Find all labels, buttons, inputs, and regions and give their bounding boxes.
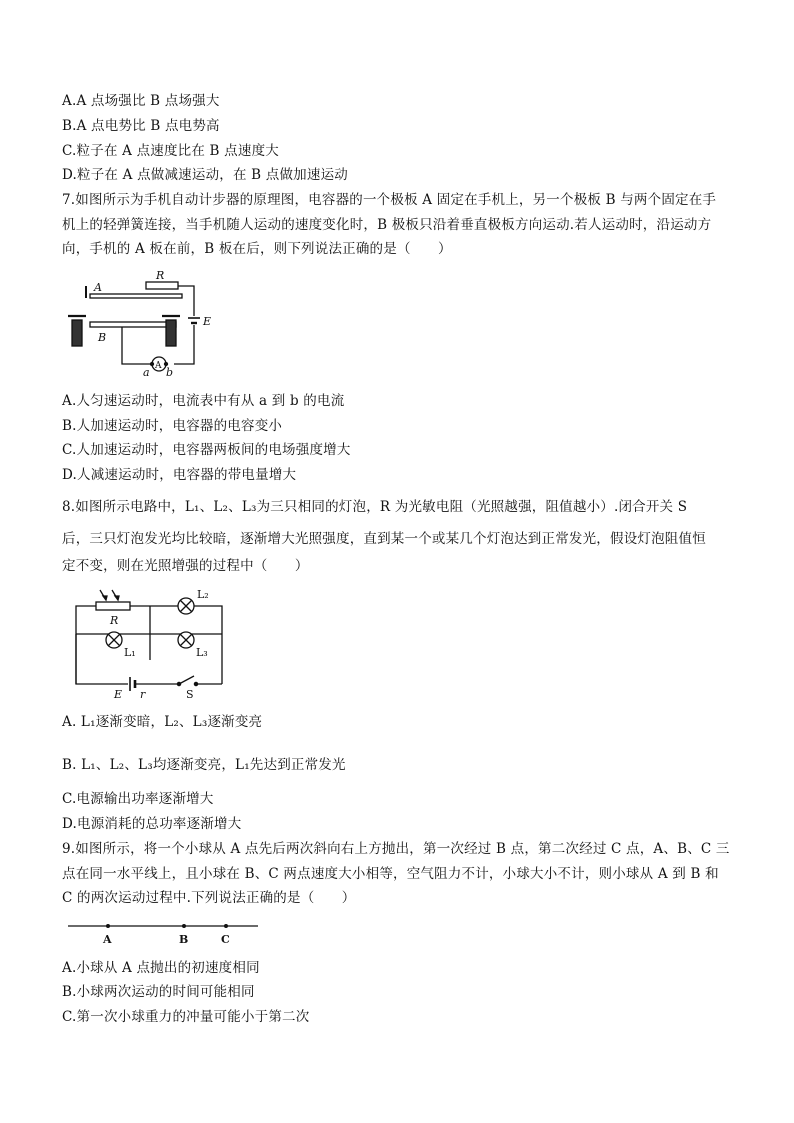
q8-label-lamp-1: L₁ bbox=[124, 646, 136, 659]
q8-label-lamp-2: L₂ bbox=[197, 588, 209, 601]
q9-label-point-c: C bbox=[221, 933, 230, 946]
q7-label-plate-b: B bbox=[98, 331, 107, 344]
q9-option-b: B.小球两次运动的时间可能相同 bbox=[62, 984, 255, 1000]
q9-stem-line-1: 9.如图所示，将一个小球从 A 点先后两次斜向右上方抛出，第一次经过 B 点，第二次经过 C 点，A、B、C 三 bbox=[62, 841, 730, 857]
q7-label-resistor: R bbox=[156, 270, 165, 282]
q7-option-d: D.人减速运动时，电容器的带电量增大 bbox=[62, 467, 297, 483]
q9-points-figure bbox=[66, 918, 266, 948]
q8-option-a: A. L₁逐渐变暗，L₂、L₃逐渐变亮 bbox=[62, 714, 263, 730]
q7-option-a: A.人匀速运动时，电流表中有从 a 到 b 的电流 bbox=[62, 393, 345, 409]
q8-stem-line-1: 8.如图所示电路中，L₁、L₂、L₃为三只相同的灯泡，R 为光敏电阻（光照越强，阻值越小）.闭合开关 S bbox=[62, 499, 688, 515]
q8-label-switch: S bbox=[186, 688, 194, 701]
q7-option-c: C.人加速运动时，电容器两板间的电场强度增大 bbox=[62, 442, 351, 458]
q9-option-a: A.小球从 A 点抛出的初速度相同 bbox=[62, 960, 260, 976]
q9-stem-line-3: C 的两次运动过程中.下列说法正确的是（ ） bbox=[62, 890, 356, 906]
q8-option-c: C.电源输出功率逐渐增大 bbox=[62, 791, 214, 807]
q8-label-emf: E bbox=[114, 688, 123, 701]
q7-pedometer-circuit-figure bbox=[66, 270, 226, 380]
q8-label-internal-resistance: r bbox=[140, 688, 146, 701]
q7-label-emf: E bbox=[203, 315, 212, 328]
q8-stem-line-3: 定不变，则在光照增强的过程中（ ） bbox=[62, 558, 309, 574]
q9-option-c: C.第一次小球重力的冲量可能小于第二次 bbox=[62, 1009, 310, 1025]
q6-option-a: A.A 点场强比 B 点场强大 bbox=[62, 93, 220, 109]
q7-label-terminal-b: b bbox=[166, 366, 174, 379]
q8-option-b: B. L₁、L₂、L₃均逐渐变亮，L₁先达到正常发光 bbox=[62, 757, 346, 773]
q7-stem-line-1: 7.如图所示为手机自动计步器的原理图，电容器的一个极板 A 固定在手机上，另一个极板 B 与两个固定在手 bbox=[62, 192, 717, 208]
q7-stem-line-3: 向，手机的 A 板在前，B 板在后，则下列说法正确的是（ ） bbox=[62, 241, 452, 257]
q9-stem-line-2: 点在同一水平线上，且小球在 B、C 两点速度大小相等，空气阻力不计，小球大小不计，则小球从 A 到 B 和 bbox=[62, 866, 719, 882]
q9-label-point-a: A bbox=[103, 933, 112, 946]
q8-option-d: D.电源消耗的总功率逐渐增大 bbox=[62, 816, 242, 832]
q6-option-b: B.A 点电势比 B 点电势高 bbox=[62, 118, 220, 134]
q7-label-terminal-a: a bbox=[143, 366, 150, 379]
q6-option-c: C.粒子在 A 点速度比在 B 点速度大 bbox=[62, 143, 279, 159]
q8-stem-line-2: 后，三只灯泡发光均比较暗，逐渐增大光照强度，直到某一个或某几个灯泡达到正常发光，假设灯泡阻值恒 bbox=[62, 531, 706, 547]
q8-label-lamp-3: L₃ bbox=[196, 646, 208, 659]
q6-option-d: D.粒子在 A 点做减速运动，在 B 点做加速运动 bbox=[62, 167, 348, 183]
q7-option-b: B.人加速运动时，电容器的电容变小 bbox=[62, 418, 283, 434]
q7-stem-line-2: 机上的轻弹簧连接，当手机随人运动的速度变化时，B 极板只沿着垂直极板方向运动.若人运动时，沿运动方 bbox=[62, 217, 712, 233]
q8-circuit-figure bbox=[66, 584, 236, 702]
q9-label-point-b: B bbox=[179, 933, 189, 946]
q7-ammeter-symbol: A bbox=[155, 361, 162, 371]
q8-label-photoresistor: R bbox=[110, 614, 119, 627]
q7-label-plate-a: A bbox=[94, 281, 102, 294]
